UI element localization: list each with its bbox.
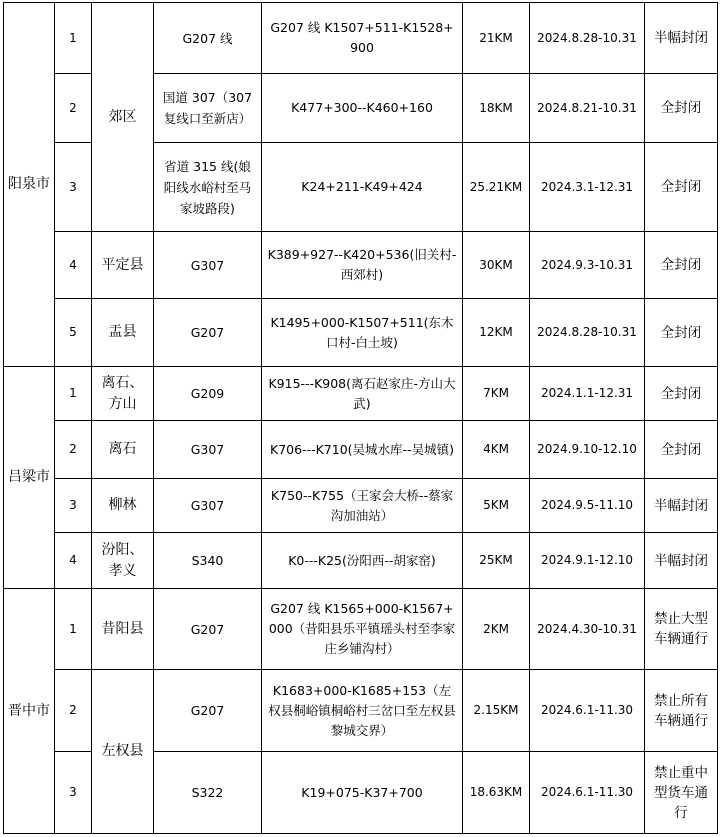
- row-number: 4: [55, 533, 92, 589]
- road-cell: G207 线: [154, 3, 262, 74]
- section-cell: K750--K755（王家会大桥--蔡家沟加油站）: [262, 479, 463, 533]
- section-cell: K19+075-K37+700: [262, 752, 463, 834]
- length-cell: 2KM: [463, 589, 530, 670]
- table-row: [4, 670, 718, 752]
- county-cell: 盂县: [92, 299, 154, 367]
- row-number: 2: [55, 74, 92, 143]
- row-number: 2: [55, 421, 92, 479]
- status-cell: 半幅封闭: [645, 479, 718, 533]
- county-cell: 平定县: [92, 232, 154, 299]
- road-cell: G307: [154, 232, 262, 299]
- table-row: [4, 299, 718, 367]
- table-row: [4, 3, 718, 74]
- section-cell: K1495+000-K1507+511(东木口村-白土坡): [262, 299, 463, 367]
- section-cell: K1683+000-K1685+153（左权县桐峪镇桐峪村三岔口至左权县黎城交界）: [262, 670, 463, 752]
- length-cell: 4KM: [463, 421, 530, 479]
- city-cell: 吕梁市: [4, 367, 55, 589]
- length-cell: 30KM: [463, 232, 530, 299]
- section-cell: K0---K25(汾阳西--胡家窑): [262, 533, 463, 589]
- status-cell: 全封闭: [645, 367, 718, 421]
- period-cell: 2024.9.1-12.10: [530, 533, 645, 589]
- county-cell: 左权县: [92, 670, 154, 834]
- row-number: 2: [55, 670, 92, 752]
- table-row: [4, 533, 718, 589]
- county-cell: 柳林: [92, 479, 154, 533]
- period-cell: 2024.4.30-10.31: [530, 589, 645, 670]
- section-cell: K389+927--K420+536(旧关村-西郊村): [262, 232, 463, 299]
- status-cell: 全封闭: [645, 74, 718, 143]
- period-cell: 2024.9.10-12.10: [530, 421, 645, 479]
- status-cell: 禁止所有车辆通行: [645, 670, 718, 752]
- row-number: 1: [55, 367, 92, 421]
- table-row: [4, 589, 718, 670]
- section-cell: K477+300--K460+160: [262, 74, 463, 143]
- period-cell: 2024.9.3-10.31: [530, 232, 645, 299]
- road-cell: G307: [154, 421, 262, 479]
- road-cell: G207: [154, 299, 262, 367]
- row-number: 1: [55, 3, 92, 74]
- length-cell: 2.15KM: [463, 670, 530, 752]
- table-row: [4, 232, 718, 299]
- road-closure-table: [3, 2, 718, 834]
- length-cell: 25KM: [463, 533, 530, 589]
- county-cell: 离石: [92, 421, 154, 479]
- road-cell: G207: [154, 670, 262, 752]
- section-cell: G207 线 K1507+511-K1528+900: [262, 3, 463, 74]
- status-cell: 全封闭: [645, 421, 718, 479]
- road-cell: G209: [154, 367, 262, 421]
- row-number: 3: [55, 479, 92, 533]
- table-row: [4, 421, 718, 479]
- county-cell: 昔阳县: [92, 589, 154, 670]
- city-cell: 阳泉市: [4, 3, 55, 367]
- status-cell: 半幅封闭: [645, 3, 718, 74]
- period-cell: 2024.8.28-10.31: [530, 3, 645, 74]
- period-cell: 2024.6.1-11.30: [530, 670, 645, 752]
- period-cell: 2024.8.21-10.31: [530, 74, 645, 143]
- section-cell: K915---K908(离石赵家庄-方山大武): [262, 367, 463, 421]
- length-cell: 18KM: [463, 74, 530, 143]
- table-row: [4, 479, 718, 533]
- status-cell: 全封闭: [645, 232, 718, 299]
- county-cell: 郊区: [92, 3, 154, 232]
- status-cell: 禁止重中型货车通行: [645, 752, 718, 834]
- section-cell: K706---K710(吴城水库--吴城镇): [262, 421, 463, 479]
- period-cell: 2024.6.1-11.30: [530, 752, 645, 834]
- status-cell: 全封闭: [645, 143, 718, 232]
- period-cell: 2024.9.5-11.10: [530, 479, 645, 533]
- length-cell: 7KM: [463, 367, 530, 421]
- row-number: 1: [55, 589, 92, 670]
- road-cell: G307: [154, 479, 262, 533]
- status-cell: 禁止大型车辆通行: [645, 589, 718, 670]
- length-cell: 12KM: [463, 299, 530, 367]
- length-cell: 25.21KM: [463, 143, 530, 232]
- row-number: 3: [55, 752, 92, 834]
- length-cell: 18.63KM: [463, 752, 530, 834]
- road-cell: 国道 307（307复线口至新店）: [154, 74, 262, 143]
- row-number: 4: [55, 232, 92, 299]
- table-row: [4, 367, 718, 421]
- status-cell: 半幅封闭: [645, 533, 718, 589]
- road-cell: S340: [154, 533, 262, 589]
- length-cell: 21KM: [463, 3, 530, 74]
- length-cell: 5KM: [463, 479, 530, 533]
- road-cell: S322: [154, 752, 262, 834]
- status-cell: 全封闭: [645, 299, 718, 367]
- section-cell: K24+211-K49+424: [262, 143, 463, 232]
- row-number: 5: [55, 299, 92, 367]
- section-cell: G207 线 K1565+000-K1567+000（昔阳县乐平镇瑶头村至李家庄乡铺沟村）: [262, 589, 463, 670]
- period-cell: 2024.3.1-12.31: [530, 143, 645, 232]
- county-cell: 汾阳、孝义: [92, 533, 154, 589]
- road-cell: G207: [154, 589, 262, 670]
- road-cell: 省道 315 线(娘阳线水峪村至马家坡路段): [154, 143, 262, 232]
- period-cell: 2024.1.1-12.31: [530, 367, 645, 421]
- period-cell: 2024.8.28-10.31: [530, 299, 645, 367]
- county-cell: 离石、方山: [92, 367, 154, 421]
- row-number: 3: [55, 143, 92, 232]
- city-cell: 晋中市: [4, 589, 55, 834]
